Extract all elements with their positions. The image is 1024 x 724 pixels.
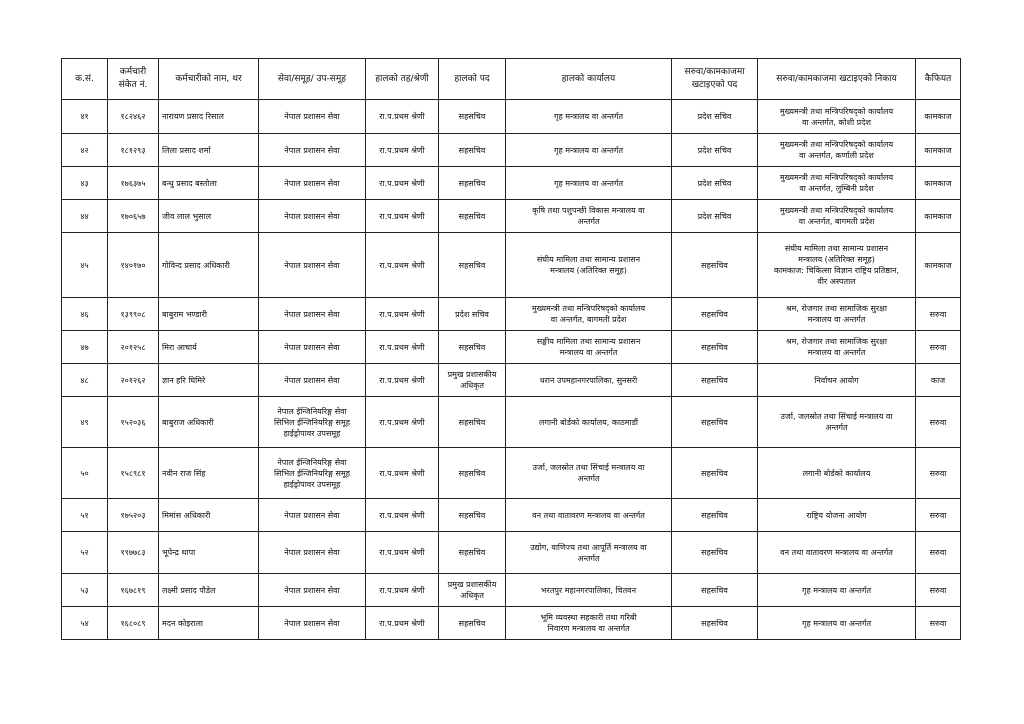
service-group-line: नेपाल प्रशासन सेवा xyxy=(284,342,340,352)
employee-code-cell: १८१२९३ xyxy=(108,134,159,167)
current-post-cell xyxy=(439,364,506,397)
transfer-office-line: मन्त्रालय वा अन्तर्गत xyxy=(807,315,866,324)
employee-name-cell: बन्धु प्रसाद बस्तोला xyxy=(159,167,259,200)
transfer-office-cell xyxy=(758,499,916,532)
transfer-post-cell: प्रदेश सचिव xyxy=(672,167,758,200)
current-office-line: गृह मन्त्रालय वा अन्तर्गत xyxy=(553,145,624,155)
employee-name-cell: लक्ष्मी प्रसाद पौडेल xyxy=(159,574,259,607)
transfer-office-line: श्रम, रोजगार तथा सामाजिक सुरक्षा xyxy=(785,337,887,346)
transfer-office-line: वन तथा वातावरण मन्त्रालय वा अन्तर्गत xyxy=(780,548,893,557)
current-post-cell xyxy=(439,298,506,331)
employee-name-cell: बाबुराम भण्डारी xyxy=(159,298,259,331)
serial-number-cell: ४१ xyxy=(62,100,108,134)
current-level-cell: रा.प.प्रथम श्रेणी xyxy=(366,532,439,574)
current-level-cell: रा.प.प्रथम श्रेणी xyxy=(366,397,439,448)
current-office-line: निवारण मन्त्रालय वा अन्तर्गत xyxy=(547,624,630,633)
current-post-cell xyxy=(439,448,506,499)
current-office-line: भूमि व्यवस्था सहकारी तथा गरिबी xyxy=(540,613,637,622)
service-group-cell xyxy=(259,233,366,298)
serial-number-cell: ४६ xyxy=(62,298,108,331)
service-group-line: हाईड्रोपावर उपसमूह xyxy=(283,428,341,438)
transfer-post-cell: प्रदेश सचिव xyxy=(672,200,758,233)
service-group-line: नेपाल प्रशासन सेवा xyxy=(284,309,340,319)
table-row xyxy=(62,397,961,448)
current-office-cell xyxy=(506,298,672,331)
current-post-line: प्रमुख प्रशासकीय xyxy=(447,370,497,379)
current-post-cell xyxy=(439,200,506,233)
serial-number-cell: ४३ xyxy=(62,167,108,200)
current-post-line: अधिकृत xyxy=(460,591,484,600)
table-body xyxy=(62,100,961,640)
employee-name-cell: ज्ञान हरि घिमिरे xyxy=(159,364,259,397)
transfer-office-cell xyxy=(758,364,916,397)
transfer-post-cell: सहसचिव xyxy=(672,364,758,397)
remarks-cell: कामकाज xyxy=(916,134,961,167)
table-row xyxy=(62,167,961,200)
current-office-line: अन्तर्गत xyxy=(577,217,600,226)
service-group-line: नेपाल प्रशासन सेवा xyxy=(284,510,340,520)
transfer-post-cell: सहसचिव xyxy=(672,574,758,607)
table-row xyxy=(62,607,961,640)
remarks-cell: सरुवा xyxy=(916,298,961,331)
current-office-cell xyxy=(506,574,672,607)
service-group-cell xyxy=(259,607,366,640)
transfer-office-cell xyxy=(758,200,916,233)
service-group-line: नेपाल प्रशासन सेवा xyxy=(284,145,340,155)
current-office-cell xyxy=(506,100,672,134)
service-group-line: नेपाल प्रशासन सेवा xyxy=(284,260,340,270)
current-office-line: गृह मन्त्रालय वा अन्तर्गत xyxy=(553,178,624,188)
remarks-cell: सरुवा xyxy=(916,607,961,640)
serial-number-cell: ४४ xyxy=(62,200,108,233)
remarks-cell: सरुवा xyxy=(916,532,961,574)
service-group-line: नेपाल प्रशासन सेवा xyxy=(284,585,340,595)
employee-name-cell: लिला प्रसाद शर्मा xyxy=(159,134,259,167)
current-office-line: अन्तर्गत xyxy=(577,553,600,563)
service-group-cell xyxy=(259,100,366,134)
employee-code-cell: १३९९०८ xyxy=(108,298,159,331)
remarks-cell: कामकाज xyxy=(916,100,961,134)
transfer-office-cell xyxy=(758,100,916,134)
employee-code-cell: १६७८१९ xyxy=(108,574,159,607)
table-row xyxy=(62,134,961,167)
transfer-office-line: मुख्यमन्त्री तथा मन्त्रिपरिषद्को कार्यालय xyxy=(779,206,894,215)
transfer-office-cell xyxy=(758,298,916,331)
current-post-line: सहसचिव xyxy=(458,618,486,628)
transfer-office-cell xyxy=(758,448,916,499)
current-office-line: धरान उपमहानगरपालिका, सुनसरी xyxy=(539,375,638,385)
table-row xyxy=(62,532,961,574)
service-group-cell xyxy=(259,167,366,200)
current-post-cell xyxy=(439,397,506,448)
service-group-cell xyxy=(259,397,366,448)
current-post-line: प्रमुख प्रशासकीय xyxy=(447,580,497,589)
table-row xyxy=(62,100,961,134)
service-group-line: नेपाल प्रशासन सेवा xyxy=(284,548,340,557)
transfer-office-line: लगानी बोर्डको कार्यालय xyxy=(802,468,871,478)
remarks-cell: सरुवा xyxy=(916,499,961,532)
employee-code-cell: १७६३७५ xyxy=(108,167,159,200)
employee-code-cell: १९७७८३ xyxy=(108,532,159,574)
current-level-cell: रा.प.प्रथम श्रेणी xyxy=(366,607,439,640)
transfer-office-line: मुख्यमन्त्री तथा मन्त्रिपरिषद्को कार्यालय xyxy=(779,106,894,116)
current-post-cell xyxy=(439,574,506,607)
service-group-cell xyxy=(259,364,366,397)
service-group-cell xyxy=(259,331,366,364)
employee-name-cell: बाबुराज अधिकारी xyxy=(159,397,259,448)
transfer-post-cell: सहसचिव xyxy=(672,331,758,364)
employee-code-cell: २०१२५८ xyxy=(108,331,159,364)
service-group-line: हाईड्रोपावर उपसमूह xyxy=(283,479,341,489)
current-post-cell xyxy=(439,233,506,298)
transfer-office-line: मुख्यमन्त्री तथा मन्त्रिपरिषद्को कार्यालय xyxy=(779,140,894,149)
serial-number-cell: ५० xyxy=(62,448,108,499)
current-office-cell xyxy=(506,499,672,532)
serial-number-cell: ४९ xyxy=(62,397,108,448)
current-post-cell xyxy=(439,134,506,167)
current-level-cell: रा.प.प्रथम श्रेणी xyxy=(366,499,439,532)
current-level-cell: रा.प.प्रथम श्रेणी xyxy=(366,298,439,331)
transfer-office-cell xyxy=(758,167,916,200)
table-row xyxy=(62,298,961,331)
transfer-post-cell: सहसचिव xyxy=(672,448,758,499)
current-office-cell xyxy=(506,607,672,640)
service-group-cell xyxy=(259,448,366,499)
serial-number-cell: ५४ xyxy=(62,607,108,640)
service-group-cell xyxy=(259,134,366,167)
header-employee-code: कर्मचारी संकेत नं. xyxy=(108,59,159,100)
current-post-cell xyxy=(439,499,506,532)
current-office-line: मुख्यमन्त्री तथा मन्त्रिपरिषद्को कार्यालय xyxy=(531,304,646,313)
transfer-office-line: वा अन्तर्गत, बागमती प्रदेश xyxy=(798,217,875,226)
table-row xyxy=(62,331,961,364)
employee-code-cell: १५२०३६ xyxy=(108,397,159,448)
transfer-office-cell xyxy=(758,532,916,574)
current-post-cell xyxy=(439,532,506,574)
table-row xyxy=(62,448,961,499)
current-post-line: सहसचिव xyxy=(458,178,486,188)
current-post-line: प्रदेश सचिव xyxy=(455,309,489,319)
serial-number-cell: ५२ xyxy=(62,532,108,574)
table-row xyxy=(62,499,961,532)
current-post-line: सहसचिव xyxy=(458,510,486,520)
employee-code-cell: १८२४६२ xyxy=(108,100,159,134)
service-group-cell xyxy=(259,532,366,574)
employee-code-cell: १५८९८१ xyxy=(108,448,159,499)
header-current-office: हालको कार्यालय xyxy=(506,59,672,100)
employee-name-cell: मिरा आचार्य xyxy=(159,331,259,364)
remarks-cell: सरुवा xyxy=(916,331,961,364)
service-group-line: नेपाल ईन्जिनियरिङ्ग सेवा xyxy=(277,457,347,467)
employee-code-cell: १६८०८९ xyxy=(108,607,159,640)
current-level-cell: रा.प.प्रथम श्रेणी xyxy=(366,233,439,298)
current-post-line: सहसचिव xyxy=(458,342,486,352)
table-row xyxy=(62,364,961,397)
current-office-line: उर्जा, जलस्रोत तथा सिंचाई मन्त्रालय वा xyxy=(532,463,645,472)
service-group-cell xyxy=(259,574,366,607)
current-office-cell xyxy=(506,331,672,364)
current-post-cell xyxy=(439,100,506,134)
service-group-line: नेपाल प्रशासन सेवा xyxy=(284,178,340,188)
header-remarks: कैफियत xyxy=(916,59,961,100)
transfer-office-line: गृह मन्त्रालय वा अन्तर्गत xyxy=(801,618,872,628)
current-office-line: लगानी बोर्डको कार्यालय, काठमाडौं xyxy=(539,417,638,427)
transfer-post-cell: सहसचिव xyxy=(672,607,758,640)
current-post-line: सहसचिव xyxy=(458,468,486,478)
service-group-line: सिभिल ईन्जिनियरिङ्ग समूह xyxy=(273,417,350,427)
header-row xyxy=(62,59,961,100)
header-current-level: हालको तह/श्रेणी xyxy=(366,59,439,100)
employee-name-cell: मिमांस अधिकारी xyxy=(159,499,259,532)
current-level-cell: रा.प.प्रथम श्रेणी xyxy=(366,574,439,607)
current-post-line: सहसचिव xyxy=(458,211,486,221)
current-level-cell: रा.प.प्रथम श्रेणी xyxy=(366,100,439,134)
employee-name-cell: मदन कोइराला xyxy=(159,607,259,640)
current-post-line: सहसचिव xyxy=(458,112,486,121)
transfer-office-cell xyxy=(758,134,916,167)
current-level-cell: रा.प.प्रथम श्रेणी xyxy=(366,134,439,167)
current-level-cell: रा.प.प्रथम श्रेणी xyxy=(366,331,439,364)
service-group-cell xyxy=(259,499,366,532)
transfer-table xyxy=(61,58,961,640)
transfer-office-line: उर्जा, जलस्रोत तथा सिंचाई मन्त्रालय वा xyxy=(780,412,893,421)
serial-number-cell: ४८ xyxy=(62,364,108,397)
transfer-office-line: वा अन्तर्गत, कोशी प्रदेश xyxy=(802,117,871,127)
current-office-line: कृषि तथा पशुपन्छी विकास मन्त्रालय वा xyxy=(532,206,645,215)
current-office-cell xyxy=(506,233,672,298)
header-employee-name: कर्मचारीको नाम, थर xyxy=(159,59,259,100)
transfer-office-cell xyxy=(758,331,916,364)
employee-name-cell: नारायण प्रसाद रिसाल xyxy=(159,100,259,134)
current-level-cell: रा.प.प्रथम श्रेणी xyxy=(366,200,439,233)
remarks-cell: काज xyxy=(916,364,961,397)
current-office-line: संघीय मामिला तथा सामान्य प्रशासन xyxy=(536,255,641,264)
table-row xyxy=(62,574,961,607)
remarks-cell: कामकाज xyxy=(916,167,961,200)
serial-number-cell: ५१ xyxy=(62,499,108,532)
current-office-line: भरतपुर महानगरपालिका, चितवन xyxy=(540,585,637,595)
current-post-line: अधिकृत xyxy=(460,381,484,390)
transfer-office-line: संघीय मामिला तथा सामान्य प्रशासन xyxy=(784,244,889,253)
serial-number-cell: ४२ xyxy=(62,134,108,167)
transfer-office-line: वा अन्तर्गत, कर्णाली प्रदेश xyxy=(799,151,874,160)
transfer-post-cell: सहसचिव xyxy=(672,298,758,331)
transfer-office-line: वीर अस्पताल xyxy=(817,277,856,286)
current-level-cell: रा.प.प्रथम श्रेणी xyxy=(366,167,439,200)
service-group-line: नेपाल प्रशासन सेवा xyxy=(284,112,340,121)
transfer-office-cell xyxy=(758,607,916,640)
document-page xyxy=(61,58,960,640)
header-transfer-office: सरुवा/कामकाजमा खटाइएको निकाय xyxy=(758,59,916,100)
transfer-office-line: श्रम, रोजगार तथा सामाजिक सुरक्षा xyxy=(785,304,887,313)
current-post-line: सहसचिव xyxy=(458,260,486,270)
remarks-cell: सरुवा xyxy=(916,397,961,448)
current-post-cell xyxy=(439,167,506,200)
transfer-office-line: गृह मन्त्रालय वा अन्तर्गत xyxy=(801,585,872,595)
current-office-line: अन्तर्गत xyxy=(577,474,600,483)
current-office-line: वा अन्तर्गत, बागमती प्रदेश xyxy=(550,315,627,324)
remarks-cell: सरुवा xyxy=(916,574,961,607)
transfer-post-cell: प्रदेश सचिव xyxy=(672,100,758,134)
service-group-line: नेपाल प्रशासन सेवा xyxy=(284,211,340,221)
transfer-office-cell xyxy=(758,233,916,298)
current-office-cell xyxy=(506,364,672,397)
service-group-line: नेपाल प्रशासन सेवा xyxy=(284,375,340,385)
transfer-office-cell xyxy=(758,397,916,448)
header-current-post: हालको पद xyxy=(439,59,506,100)
current-office-line: गृह मन्त्रालय वा अन्तर्गत xyxy=(553,112,624,121)
employee-code-cell: १७५२०३ xyxy=(108,499,159,532)
header-serial-number: क.सं. xyxy=(62,59,108,100)
transfer-office-line: अन्तर्गत xyxy=(825,423,848,432)
serial-number-cell: ४५ xyxy=(62,233,108,298)
service-group-line: सिभिल ईन्जिनियरिङ्ग समूह xyxy=(273,468,350,478)
employee-name-cell: भूपेन्द्र थापा xyxy=(159,532,259,574)
employee-name-cell: गोविन्द प्रसाद अधिकारी xyxy=(159,233,259,298)
current-office-line: सङ्घीय मामिला तथा सामान्य प्रशासन xyxy=(536,337,641,346)
table-row xyxy=(62,200,961,233)
serial-number-cell: ५३ xyxy=(62,574,108,607)
current-office-line: मन्त्रालय वा अन्तर्गत xyxy=(559,348,618,357)
current-post-line: सहसचिव xyxy=(458,417,486,427)
employee-code-cell: १७०६५७ xyxy=(108,200,159,233)
transfer-office-line: कामकाज: चिकित्सा विज्ञान राष्ट्रिय प्रतिष्ठान, xyxy=(774,266,899,275)
current-level-cell: रा.प.प्रथम श्रेणी xyxy=(366,448,439,499)
service-group-line: नेपाल ईन्जिनियरिङ्ग सेवा xyxy=(277,406,347,416)
employee-name-cell: जीव लाल भुसाल xyxy=(159,200,259,233)
current-office-line: उद्योग, वाणिज्य तथा आपूर्ति मन्त्रालय वा xyxy=(530,542,647,552)
transfer-office-cell xyxy=(758,574,916,607)
current-office-cell xyxy=(506,532,672,574)
current-office-cell xyxy=(506,448,672,499)
remarks-cell: सरुवा xyxy=(916,448,961,499)
transfer-office-line: मुख्यमन्त्री तथा मन्त्रिपरिषद्को कार्यालय xyxy=(779,173,894,182)
current-office-line: मन्त्रालय (अतिरिक्त समूह) xyxy=(550,266,627,275)
transfer-office-line: निर्वाचन आयोग xyxy=(814,375,859,385)
transfer-office-line: वा अन्तर्गत, लुम्बिनी प्रदेश xyxy=(799,184,874,193)
current-post-cell xyxy=(439,331,506,364)
current-post-line: सहसचिव xyxy=(458,548,486,557)
current-post-line: सहसचिव xyxy=(458,145,486,155)
service-group-line: नेपाल प्रशासन सेवा xyxy=(284,618,340,628)
transfer-post-cell: सहसचिव xyxy=(672,397,758,448)
transfer-office-line: मन्त्रालय वा अन्तर्गत xyxy=(807,348,866,357)
current-office-line: वन तथा वातावरण मन्त्रालय वा अन्तर्गत xyxy=(532,510,645,520)
serial-number-cell: ४७ xyxy=(62,331,108,364)
employee-code-cell: १४०१७० xyxy=(108,233,159,298)
header-service-group: सेवा/समूह/ उप-समूह xyxy=(259,59,366,100)
transfer-office-line: मन्त्रालय (अतिरिक्त समूह) xyxy=(798,255,875,264)
remarks-cell: कामकाज xyxy=(916,200,961,233)
transfer-post-cell: सहसचिव xyxy=(672,499,758,532)
current-level-cell: रा.प.प्रथम श्रेणी xyxy=(366,364,439,397)
transfer-post-cell: सहसचिव xyxy=(672,532,758,574)
current-office-cell xyxy=(506,397,672,448)
transfer-post-cell: सहसचिव xyxy=(672,233,758,298)
remarks-cell: कामकाज xyxy=(916,233,961,298)
current-post-cell xyxy=(439,607,506,640)
employee-name-cell: नवीन राज सिंह xyxy=(159,448,259,499)
table-row xyxy=(62,233,961,298)
current-office-cell xyxy=(506,167,672,200)
service-group-cell xyxy=(259,200,366,233)
current-office-cell xyxy=(506,200,672,233)
transfer-post-cell: प्रदेश सचिव xyxy=(672,134,758,167)
header-transfer-post: सरुवा/कामकाजमा खटाइएको पद xyxy=(672,59,758,100)
current-office-cell xyxy=(506,134,672,167)
employee-code-cell: २०१२६२ xyxy=(108,364,159,397)
service-group-cell xyxy=(259,298,366,331)
transfer-office-line: राष्ट्रिय योजना आयोग xyxy=(806,510,867,520)
